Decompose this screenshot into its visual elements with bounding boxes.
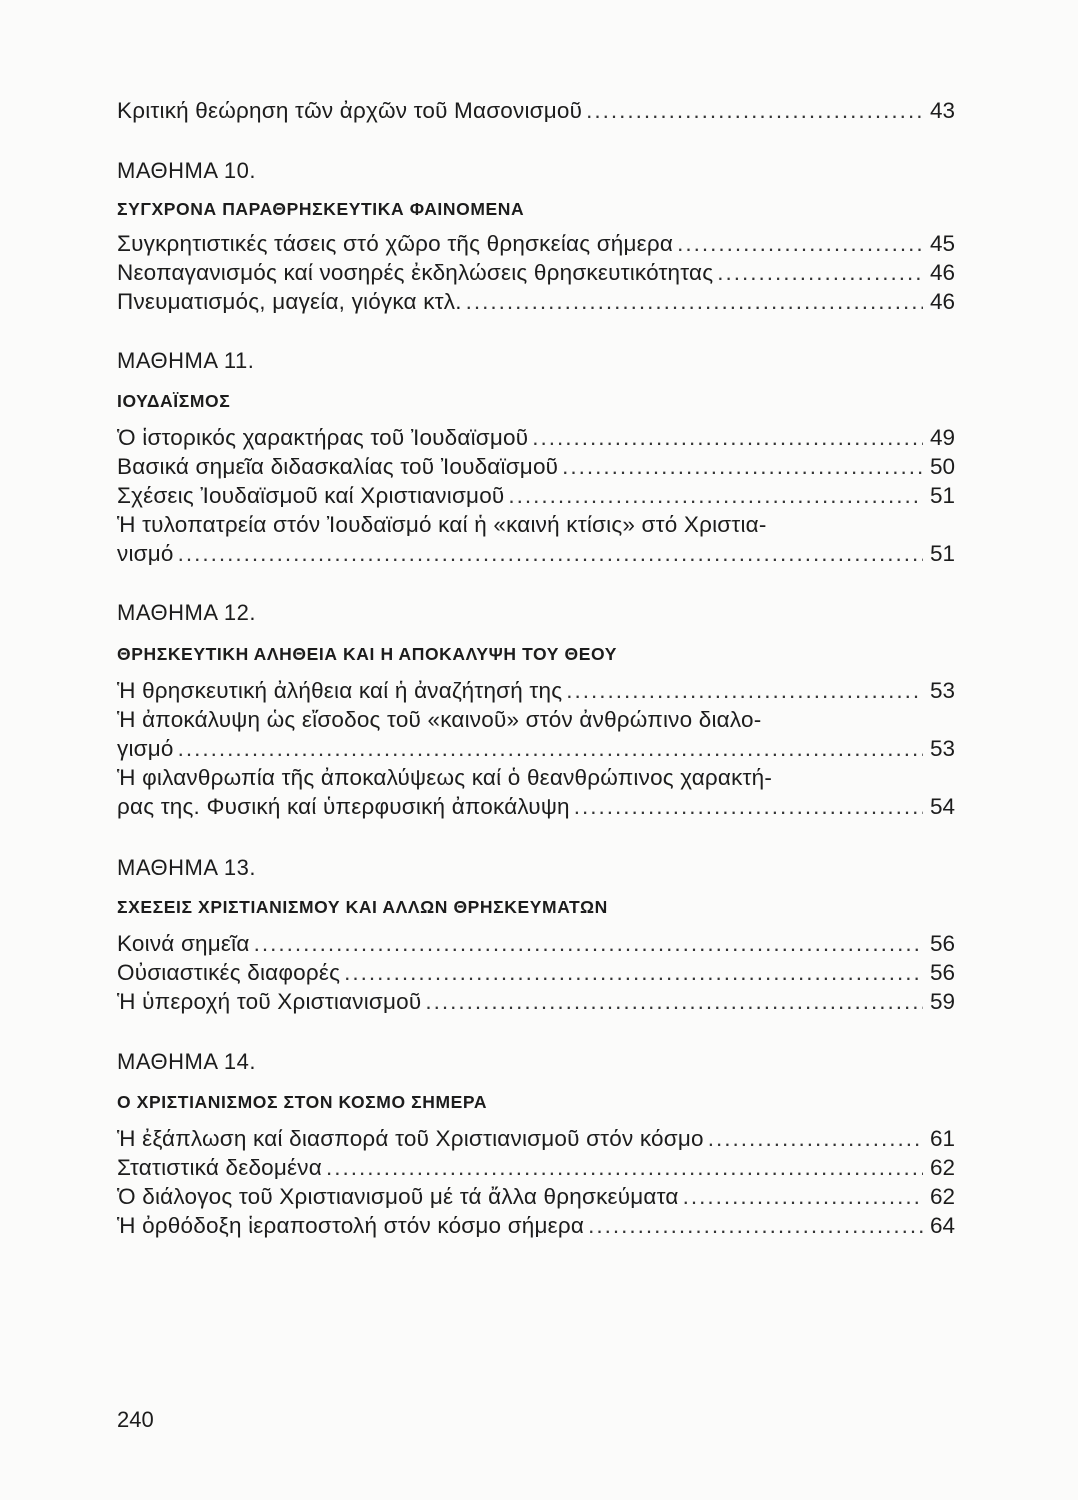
toc-entry	[117, 734, 955, 763]
leader-dots	[466, 287, 923, 316]
toc-entry	[117, 1124, 955, 1153]
toc-entry-text: Σχέσεις Ἰουδαϊσμοῦ καί Χριστιανισμοῦ	[117, 483, 505, 508]
toc-entry-text: Οὐσιαστικές διαφορές	[117, 960, 341, 985]
leader-dots	[178, 539, 923, 568]
leader-dots	[344, 958, 923, 987]
toc-entry-text: ρας της. Φυσική καί ὑπερφυσική ἀποκάλυψη	[117, 794, 570, 819]
toc-entry-text: Κοινά σημεῖα	[117, 931, 250, 956]
toc-entry-page: 51	[929, 541, 955, 566]
lesson-title: ΘΡΗΣΚΕΥΤΙΚΗ ΑΛΗΘΕΙΑ ΚΑΙ Η ΑΠΟΚΑΛΥΨΗ ΤΟΥ ΘΕΟΥ	[117, 644, 617, 664]
toc-entry	[117, 958, 955, 987]
toc-entry-text: Πνευματισμός, μαγεία, γιόγκα κτλ.	[117, 289, 462, 314]
leader-dots	[683, 1182, 923, 1211]
toc-entry-text: Ὁ διάλογος τοῦ Χριστιανισμοῦ μέ τά ἄλλα θρησκεύματα	[117, 1184, 679, 1209]
leader-dots	[508, 481, 923, 510]
lesson-label: ΜΑΘΗΜΑ 14.	[117, 1049, 257, 1074]
toc-entry-text: Ἡ ὀρθόδοξη ἱεραποστολή στόν κόσμο σήμερα	[117, 1213, 585, 1238]
toc-entry-text: Συγκρητιστικές τάσεις στό χῶρο τῆς θρησκείας σήμερα	[117, 231, 674, 256]
leader-dots	[532, 423, 923, 452]
toc-entry-page: 53	[929, 736, 955, 761]
toc-entry-text: γισμό	[117, 736, 174, 761]
toc-entry	[117, 929, 955, 958]
toc-entry-page: 49	[929, 425, 955, 450]
toc-entry	[117, 452, 955, 481]
toc-entry	[117, 539, 955, 568]
toc-entry-first-line: Ἡ τυλοπατρεία στόν Ἰουδαϊσμό καί ἡ «καινή κτίσις» στό Χριστια-	[117, 512, 767, 537]
leader-dots	[254, 929, 923, 958]
toc-entry-text: Ὁ ἱστορικός χαρακτήρας τοῦ Ἰουδαϊσμοῦ	[117, 425, 529, 450]
lesson-title: ΣΥΓΧΡΟΝΑ ΠΑΡΑΘΡΗΣΚΕΥΤΙΚΑ ΦΑΙΝΟΜΕΝΑ	[117, 199, 525, 219]
toc-entry	[117, 96, 955, 125]
toc-entry-first-line: Ἡ ἀποκάλυψη ὡς εἴσοδος τοῦ «καινοῦ» στόν ἀνθρώπινο διαλο-	[117, 707, 762, 732]
lesson-label: ΜΑΘΗΜΑ 10.	[117, 158, 257, 183]
leader-dots	[566, 676, 923, 705]
toc-entry-page: 46	[929, 260, 955, 285]
toc-entry	[117, 1211, 955, 1240]
toc-entry-text: Ἡ θρησκευτική ἀλήθεια καί ἡ ἀναζήτησή της	[117, 678, 563, 703]
leader-dots	[562, 452, 923, 481]
toc-entry-text: νισμό	[117, 541, 174, 566]
toc-entry-page: 50	[929, 454, 955, 479]
toc-entry	[117, 229, 955, 258]
toc-entry	[117, 258, 955, 287]
toc-entry-page: 56	[929, 931, 955, 956]
lesson-title: Ο ΧΡΙΣΤΙΑΝΙΣΜΟΣ ΣΤΟΝ ΚΟΣΜΟ ΣΗΜΕΡΑ	[117, 1092, 488, 1112]
toc-entry-page: 62	[929, 1155, 955, 1180]
leader-dots	[178, 734, 923, 763]
toc-entry-page: 51	[929, 483, 955, 508]
lesson-label: ΜΑΘΗΜΑ 12.	[117, 600, 257, 625]
leader-dots	[717, 258, 923, 287]
toc-entry	[117, 792, 955, 821]
toc-entry-text: Ἡ ὑπεροχή τοῦ Χριστιανισμοῦ	[117, 989, 422, 1014]
toc-entry-page: 56	[929, 960, 955, 985]
toc-entry	[117, 423, 955, 452]
toc-entry-text: Ἡ ἐξάπλωση καί διασπορά τοῦ Χριστιανισμοῦ στόν κόσμο	[117, 1126, 704, 1151]
toc-entry-page: 62	[929, 1184, 955, 1209]
toc-entry-page: 43	[929, 98, 955, 123]
leader-dots	[677, 229, 923, 258]
leader-dots	[326, 1153, 923, 1182]
toc-entry-page: 45	[929, 231, 955, 256]
toc-entry-text: Νεοπαγανισμός καί νοσηρές ἐκδηλώσεις θρησκευτικότητας	[117, 260, 714, 285]
leader-dots	[574, 792, 923, 821]
toc-entry-page: 59	[929, 989, 955, 1014]
toc-entry-first-line: Ἡ φιλανθρωπία τῆς ἀποκαλύψεως καί ὁ θεανθρώπινος χαρακτή-	[117, 765, 773, 790]
leader-dots	[586, 96, 923, 125]
toc-entry	[117, 1153, 955, 1182]
toc-entry-page: 61	[929, 1126, 955, 1151]
toc-entry	[117, 287, 955, 316]
toc-entry-page: 46	[929, 289, 955, 314]
leader-dots	[588, 1211, 923, 1240]
lesson-label: ΜΑΘΗΜΑ 11.	[117, 348, 255, 373]
toc-entry-page: 53	[929, 678, 955, 703]
toc-entry	[117, 1182, 955, 1211]
toc-entry-text: Κριτική θεώρηση τῶν ἀρχῶν τοῦ Μασονισμοῦ	[117, 98, 583, 123]
toc-entry-page: 64	[929, 1213, 955, 1238]
toc-entry-page: 54	[929, 794, 955, 819]
toc-entry-text: Στατιστικά δεδομένα	[117, 1155, 322, 1180]
page-number: 240	[117, 1407, 154, 1432]
toc-entry	[117, 676, 955, 705]
lesson-title: ΙΟΥΔΑΪΣΜΟΣ	[117, 391, 231, 411]
leader-dots	[708, 1124, 923, 1153]
toc-entry	[117, 987, 955, 1016]
lesson-label: ΜΑΘΗΜΑ 13.	[117, 855, 257, 880]
toc-entry	[117, 481, 955, 510]
leader-dots	[425, 987, 923, 1016]
lesson-title: ΣΧΕΣΕΙΣ ΧΡΙΣΤΙΑΝΙΣΜΟΥ ΚΑΙ ΑΛΛΩΝ ΘΡΗΣΚΕΥΜΑΤΩΝ	[117, 897, 608, 917]
toc-entry-text: Βασικά σημεῖα διδασκαλίας τοῦ Ἰουδαϊσμοῦ	[117, 454, 559, 479]
